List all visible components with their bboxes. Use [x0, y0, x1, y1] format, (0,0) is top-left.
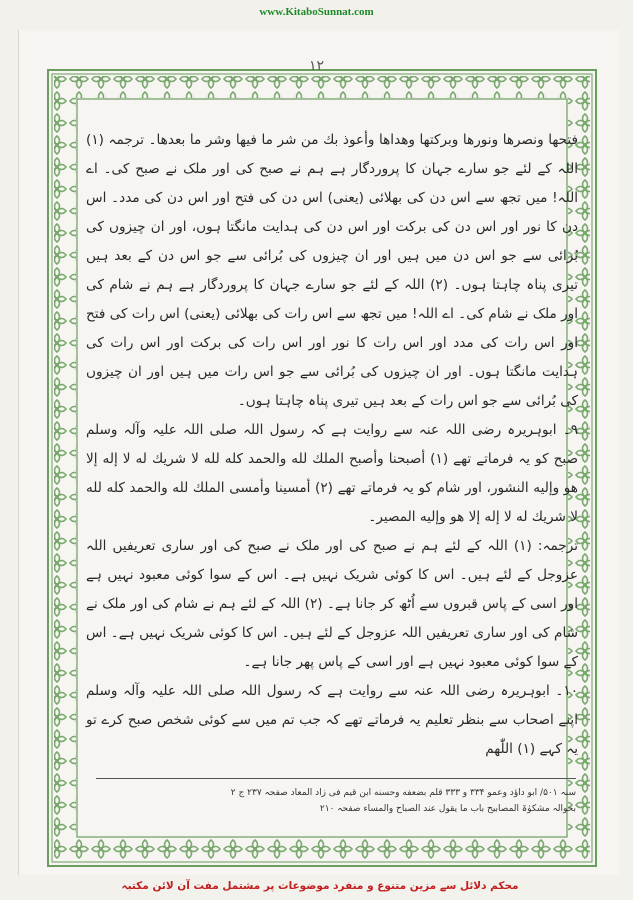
page-number: ۱۲ [308, 58, 325, 74]
footnotes [96, 778, 576, 817]
paragraph-hadith-10: ۱۰۔ ابوہریرہ رضی اللہ عنہ سے روایت ہے کہ رسول اللہ صلی اللہ علیہ وآلہ وسلم اپنے اصحاب سے بنظر تعلیم یہ فرماتے تھے کہ جب تم میں سے کوئی شخص صبح کرے تو یہ کہے (۱) اللّٰھم [86, 683, 578, 757]
paragraph-translation-9: ترجمہ: (۱) اللہ کے لئے ہم نے صبح کی اور ملک نے صبح کی اور ساری تعریفیں اللہ عزوجل کے لئے ہیں۔ اس کا کوئی شریک نہیں ہے۔ اس کے سوا کوئی معبود نہیں ہے اور اسی کے پاس قبروں سے اُٹھ کر جانا ہے۔ (۲) اللہ کے لئے ہم نے شام کی اور ملک نے شام کی اور ساری تعریفیں اللہ عزوجل کے لئے ہیں۔ اس کا کوئی شریک نہیں ہے۔ اس کے سوا کوئی معبود نہیں ہے اور اسی کے پاس پھر جانا ہے۔ [86, 538, 578, 670]
footnote-2: بحوالہ مشکوٰۃ المصابیح باب ما یقول عند الصباح والمساء صفحہ ۲۱۰ [319, 804, 576, 814]
footnote-1: سنہ ۵۰۱/ ابو داؤد وعمو ۳۳۴ و ۳۳۳ قلم بضعفه وحسنه ابن قیم فی زاد المعاد صفحہ ۲۳۷ ج ۲ [230, 788, 576, 798]
site-url[interactable]: www.KitaboSunnat.com [259, 6, 374, 18]
footer-banner: محکم دلائل سے مزین متنوع و منفرد موضوعات پر مشتمل مفت آن لائن مکتبہ [121, 880, 519, 892]
paragraph-hadith-9: ۹۔ ابوہریرہ رضی اللہ عنہ سے روایت ہے کہ رسول اللہ صلی اللہ علیہ وآلہ وسلم صبح کو یہ فرماتے تھے (۱) أصبحنا وأصبح الملك لله والحمد كله لله لا شريك له لا إله إلا هو وإليه النشور، اور شام کو یہ فرماتے تھے (۲) أمسينا وأمسى الملك لله والحمد كله لله لا شريك له لا إله إلا هو وإليه المصير۔ [86, 422, 578, 525]
main-text [86, 126, 578, 764]
paragraph-morning-evening-dua: فتحها ونصرها ونورها وبركتها وهداها وأعوذ بك من شر ما فيها وشر ما بعدها۔ ترجمہ (۱) اللہ کے لئے جو سارے جہان کا پروردگار ہے ہم نے صبح کی اور ملک نے صبح کی۔ اے اللہ! میں تجھ سے اس دن کی بھلائی (یعنی) اس دن کی فتح اور اس دن کی مدد۔ اس دن کا نور اور اس دن کی برکت اور اس دن کی ہدایت مانگتا ہوں، اور ان چیزوں کی بُرائی سے جو اس دن میں ہیں اور ان چیزوں کی بُرائی سے جو اس دن کے بعد ہیں تیری پناہ چاہتا ہوں۔ (۲) اللہ کے لئے جو سارے جہان کا پروردگار ہے ہم نے شام کی اور ملک نے شام کی۔ اے اللہ! میں تجھ سے اس رات کی بھلائی (یعنی) اس رات کی فتح اور اس رات کی مدد اور اس رات کا نور اور اس رات کی برکت اور اس رات کی ہدایت مانگتا ہوں۔ اور ان چیزوں کی بُرائی سے جو اس رات میں ہیں اور ان چیزوں کی بُرائی سے جو اس رات کے بعد ہیں تیری پناہ چاہتا ہوں۔ [86, 132, 579, 409]
